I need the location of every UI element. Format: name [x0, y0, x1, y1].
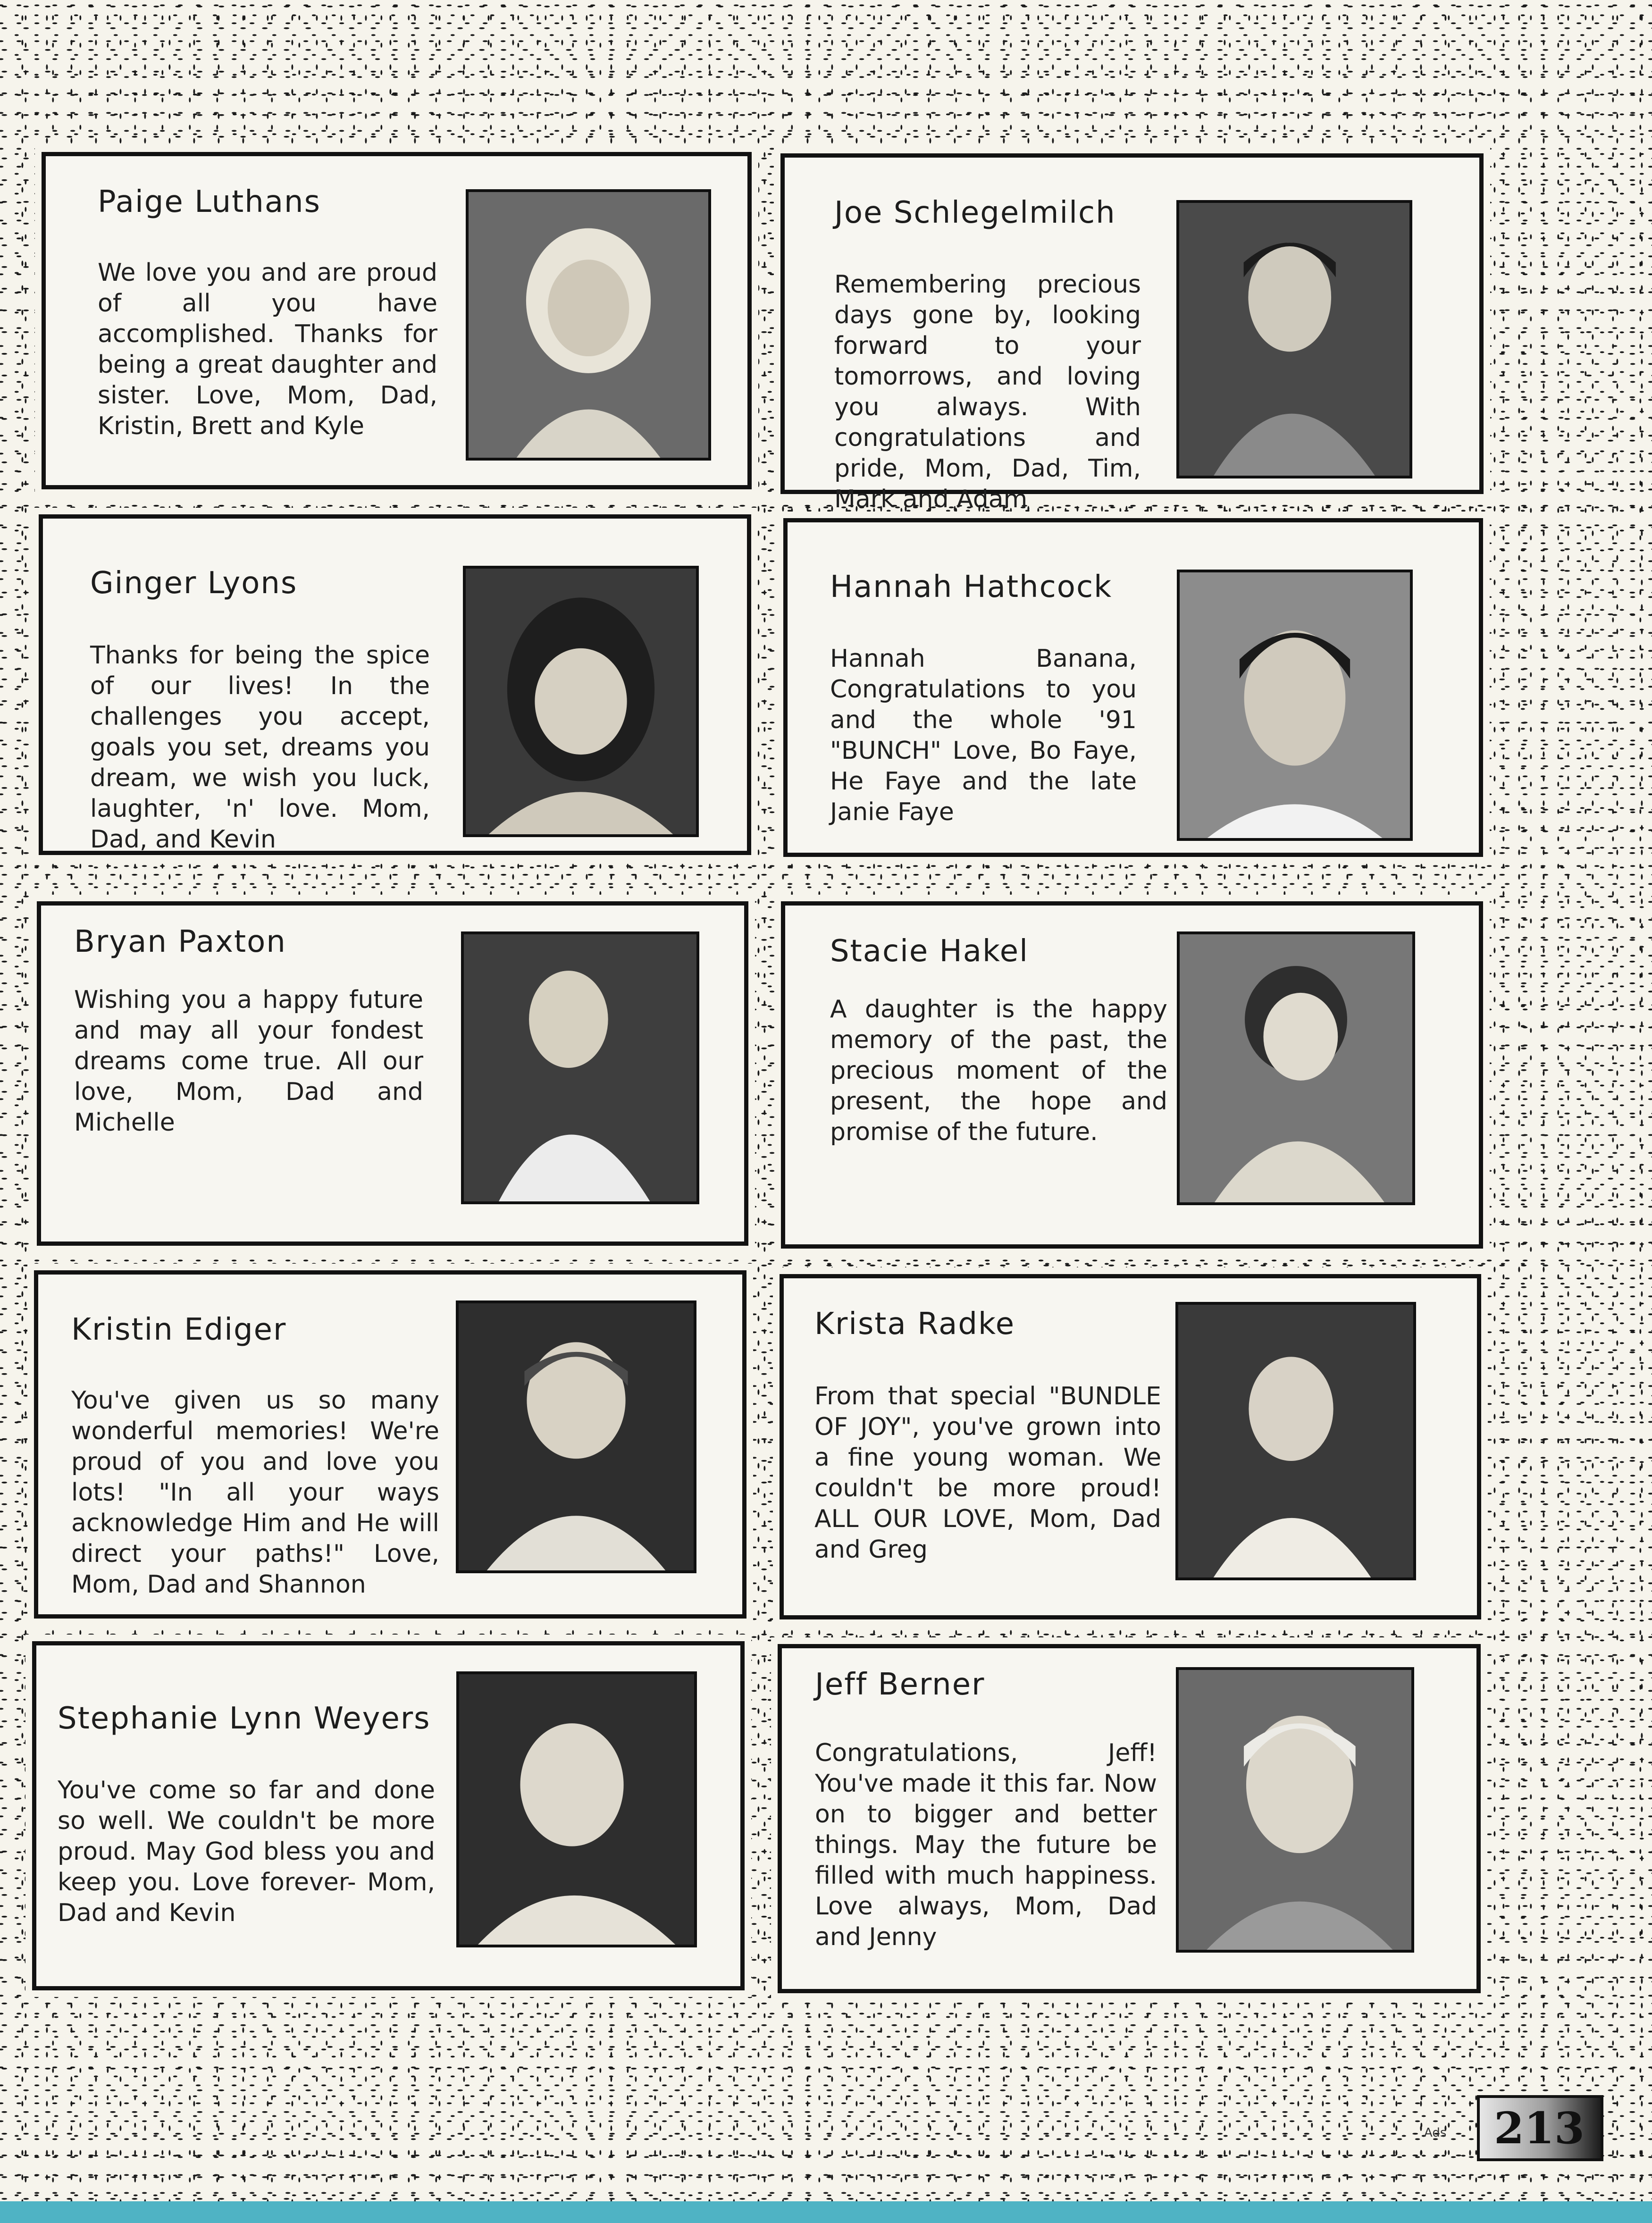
- child-portrait-photo: [463, 566, 699, 837]
- child-portrait-photo: [1177, 570, 1413, 841]
- child-portrait-photo: [1177, 931, 1415, 1205]
- ad-card-ginger-lyons: [39, 514, 751, 855]
- ad-card-stacie-hakel: [781, 901, 1483, 1249]
- child-portrait-photo: [456, 1671, 697, 1947]
- ad-name: Ginger Lyons: [90, 566, 298, 601]
- page-number: 213: [1477, 2095, 1603, 2161]
- ad-message: Congratulations, Jeff! You've made it this far. Now on to bigger and better things. May the future be filled with much happiness. Love always, Mom, Dad and Jenny: [815, 1739, 1157, 1951]
- child-portrait-photo: [1175, 1302, 1416, 1580]
- ad-message: You've given us so many wonderful memories! We're proud of you and love you lots! "In all your ways acknowledge Him and He will direct your paths!" Love, Mom, Dad and Shannon: [71, 1386, 439, 1599]
- ad-message: Wishing you a happy future and may all your fondest dreams come true. All our love, Mom, Dad and Michelle: [74, 986, 423, 1137]
- ad-card-kristin-ediger: [34, 1270, 746, 1619]
- ad-name: Bryan Paxton: [74, 924, 286, 959]
- ad-message: From that special "BUNDLE OF JOY", you've grown into a fine young woman. We couldn't be more proud! ALL OUR LOVE, Mom, Dad and Greg: [814, 1382, 1161, 1564]
- ad-name: Paige Luthans: [98, 185, 321, 219]
- ad-message: A daughter is the happy memory of the past, the precious moment of the present, the hope and promise of the future.: [830, 995, 1167, 1146]
- child-portrait-photo: [1176, 1667, 1414, 1953]
- ad-card-stephanie-lynn-weyers: [32, 1641, 745, 1990]
- ad-card-krista-radke: [780, 1274, 1481, 1619]
- ad-card-joe-schlegelmilch: [780, 153, 1484, 513]
- ad-message: Thanks for being the spice of our lives! In the challenges you accept, goals you set, dreams you dream, we wish you luck, laughter, 'n' love. Mom, Dad, and Kevin: [90, 641, 430, 854]
- ad-name: Hannah Hathcock: [830, 570, 1113, 604]
- ad-message: Remembering precious days gone by, looking forward to your tomorrows, and loving you always. With congratulations and pride, Mom, Dad, Tim, Mark and Adam: [834, 270, 1141, 513]
- ad-name: Stacie Hakel: [830, 934, 1029, 969]
- section-corner-mark: Ads: [1424, 2126, 1447, 2140]
- child-portrait-photo: [466, 189, 711, 461]
- ad-card-hannah-hathcock: [783, 518, 1483, 857]
- ad-name: Stephanie Lynn Weyers: [58, 1701, 431, 1736]
- bottom-color-stripe: [0, 2201, 1652, 2223]
- ad-message: You've come so far and done so well. We couldn't be more proud. May God bless you and keep you. Love forever- Mom, Dad and Kevin: [58, 1776, 435, 1927]
- ad-name: Krista Radke: [814, 1307, 1015, 1342]
- ad-card-jeff-berner: [778, 1644, 1481, 1993]
- child-portrait-photo: [456, 1300, 696, 1573]
- ad-card-bryan-paxton: [37, 901, 748, 1246]
- ad-card-paige-luthans: [42, 152, 752, 489]
- child-portrait-photo: [461, 931, 699, 1204]
- ad-name: Joe Schlegelmilch: [834, 195, 1116, 230]
- ad-message: We love you and are proud of all you have accomplished. Thanks for being a great daughter and sister. Love, Mom, Dad, Kristin, Brett and Kyle: [98, 259, 437, 440]
- ad-message: Hannah Banana, Congratulations to you and the whole '91 "BUNCH" Love, Bo Faye, He Faye and the late Janie Faye: [830, 645, 1137, 826]
- ad-name: Jeff Berner: [815, 1667, 985, 1702]
- child-portrait-photo: [1176, 200, 1412, 478]
- ad-name: Kristin Ediger: [71, 1312, 287, 1347]
